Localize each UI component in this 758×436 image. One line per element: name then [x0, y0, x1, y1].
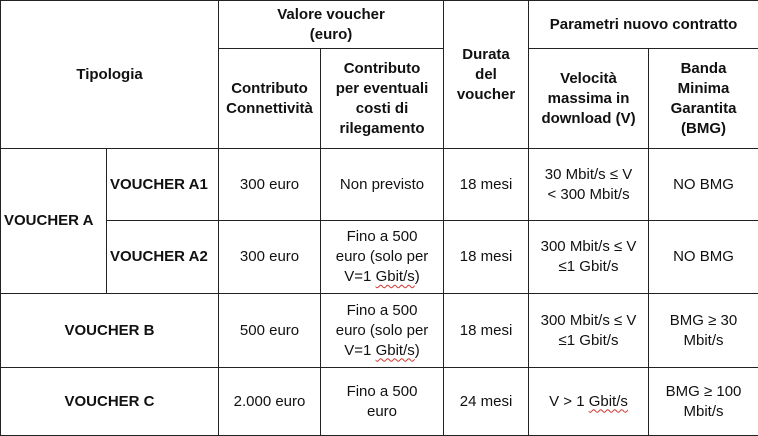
cell-contributo: 500 euro: [219, 294, 321, 368]
cell-rilegamento: [321, 294, 444, 368]
header-contributo-rilegamento: Contributo per eventuali costi di rilegamento: [321, 49, 444, 149]
cell-contributo: 300 euro: [219, 149, 321, 221]
header-tipologia: Tipologia: [1, 1, 219, 149]
table-row-voucher-c: [1, 368, 758, 436]
cell-durata: 24 mesi: [444, 368, 529, 436]
cell-durata: 18 mesi: [444, 221, 529, 294]
header-banda-minima: Banda Minima Garantita (BMG): [649, 49, 758, 149]
row-label-voucher-a1: VOUCHER A1: [107, 149, 219, 221]
cell-contributo: 300 euro: [219, 221, 321, 294]
cell-bmg: NO BMG: [649, 221, 758, 294]
rilegamento-close: ): [415, 268, 420, 285]
table-row-voucher-b: [1, 294, 758, 368]
header-contributo-connettivita: Contributo Connettività: [219, 49, 321, 149]
cell-velocita: 300 Mbit/s ≤ V ≤1 Gbit/s: [529, 221, 649, 294]
cell-durata: 18 mesi: [444, 149, 529, 221]
row-label-voucher-b: VOUCHER B: [1, 294, 219, 368]
cell-durata: 18 mesi: [444, 294, 529, 368]
header-valore-voucher: Valore voucher (euro): [219, 1, 444, 49]
cell-velocita: 30 Mbit/s ≤ V < 300 Mbit/s: [529, 149, 649, 221]
table-row-voucher-a1: [1, 149, 758, 221]
gbit-unit-spellcheck: Gbit/s: [376, 342, 415, 359]
gbit-unit-spellcheck: Gbit/s: [589, 393, 628, 410]
cell-bmg: BMG ≥ 100 Mbit/s: [649, 368, 758, 436]
row-label-voucher-c: VOUCHER C: [1, 368, 219, 436]
table-row-voucher-a2: [1, 221, 758, 294]
row-label-voucher-a2: VOUCHER A2: [107, 221, 219, 294]
cell-bmg: BMG ≥ 30 Mbit/s: [649, 294, 758, 368]
rilegamento-text: Fino a 500 euro (solo per V=1: [336, 302, 429, 359]
gbit-unit-spellcheck: Gbit/s: [376, 268, 415, 285]
header-velocita-download: Velocità massima in download (V): [529, 49, 649, 149]
cell-rilegamento: [321, 221, 444, 294]
header-durata-voucher: Durata del voucher: [444, 1, 529, 149]
cell-rilegamento: Fino a 500 euro: [321, 368, 444, 436]
cell-bmg: NO BMG: [649, 149, 758, 221]
header-parametri-contratto: Parametri nuovo contratto: [529, 1, 758, 49]
cell-velocita: [529, 368, 649, 436]
cell-contributo: 2.000 euro: [219, 368, 321, 436]
rilegamento-close: ): [415, 342, 420, 359]
cell-velocita: 300 Mbit/s ≤ V ≤1 Gbit/s: [529, 294, 649, 368]
velocita-text: V > 1: [549, 393, 589, 410]
rilegamento-text: Fino a 500 euro (solo per V=1: [336, 228, 429, 285]
cell-rilegamento: Non previsto: [321, 149, 444, 221]
row-label-voucher-a: VOUCHER A: [1, 149, 107, 294]
